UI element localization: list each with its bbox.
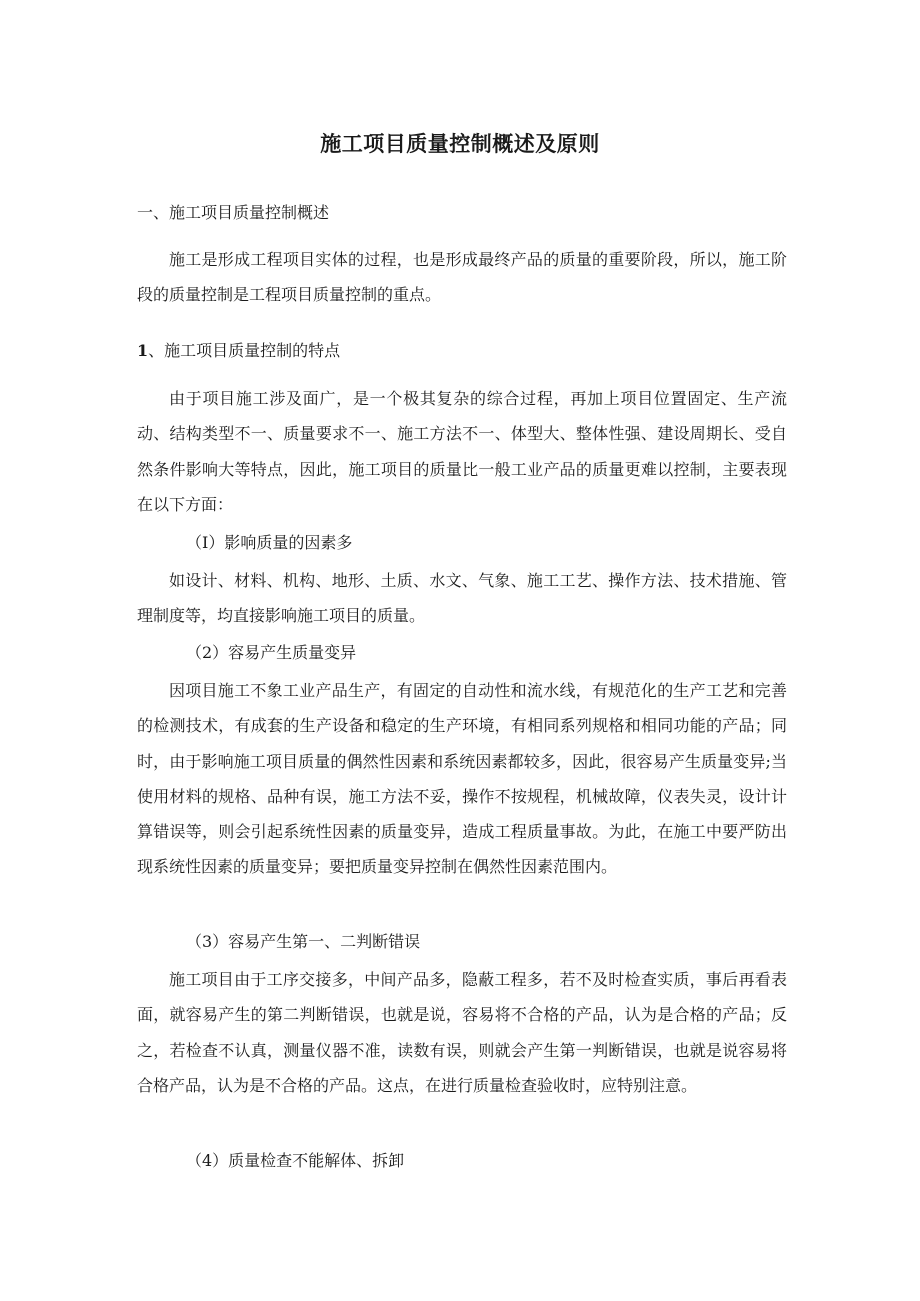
features-paragraph: 由于项目施工涉及面广，是一个极其复杂的综合过程，再加上项目位置固定、生产流动、结构类型不一、质量要求不一、施工方法不一、体型大、整体性强、建设周期长、受自然条件影响大等特点，因此，施工项目的质量比一般工业产品的质量更难以控制，主要表现在以下方面： <box>137 389 787 514</box>
item-body-judgment-errors: 施工项目由于工序交接多，中间产品多，隐蔽工程多，若不及时检查实质，事后再看表面，就容易产生的第二判断错误，也就是说，容易将不合格的产品，认为是合格的产品；反之，若检查不认真，测量仪器不准，读数有误，则就会产生第一判断错误，也就是说容易将合格产品，认为是不合格的产品。这点，在进行质量检查验收时，应特别注意。 <box>137 970 787 1095</box>
subsection-heading-features <box>137 338 340 361</box>
item-body-variation: 因项目施工不象工业产品生产，有固定的自动性和流水线，有规范化的生产工艺和完善的检测技术，有成套的生产设备和稳定的生产环境，有相同系列规格和相同功能的产品；同时，由于影响施工项目质量的偶然性因素和系统因素都较多，因此，很容易产生质量变异;当使用材料的规格、品种有误，施工方法不妥，操作不按规程，机械故障，仪表失灵，设计计算错误等，则会引起系统性因素的质量变异，造成工程质量事故。为此，在施工中要严防出现系统性因素的质量变异；要把质量变异控制在偶然性因素范围内。 <box>137 681 787 877</box>
subsection-number: 1 <box>137 341 149 360</box>
item-body-factors: 如设计、材料、机构、地形、土质、水文、气象、施工工艺、操作方法、技术措施、管理制度等，均直接影响施工项目的质量。 <box>137 571 787 626</box>
subsection-title: 、施工项目质量控制的特点 <box>148 341 341 360</box>
intro-paragraph: 施工是形成工程项目实体的过程，也是形成最终产品的质量的重要阶段，所以，施工阶段的质量控制是工程项目质量控制的重点。 <box>137 250 787 305</box>
item-heading-factors: （I）影响质量的因素多 <box>186 533 353 552</box>
document-title: 施工项目质量控制概述及原则 <box>320 131 600 156</box>
section-heading-overview: 一、施工项目质量控制概述 <box>137 203 330 222</box>
item-heading-variation: （2）容易产生质量变异 <box>186 643 357 662</box>
item-heading-no-disassembly: （4）质量检查不能解体、拆卸 <box>186 1151 405 1170</box>
item-heading-judgment-errors: （3）容易产生第一、二判断错误 <box>186 932 421 951</box>
